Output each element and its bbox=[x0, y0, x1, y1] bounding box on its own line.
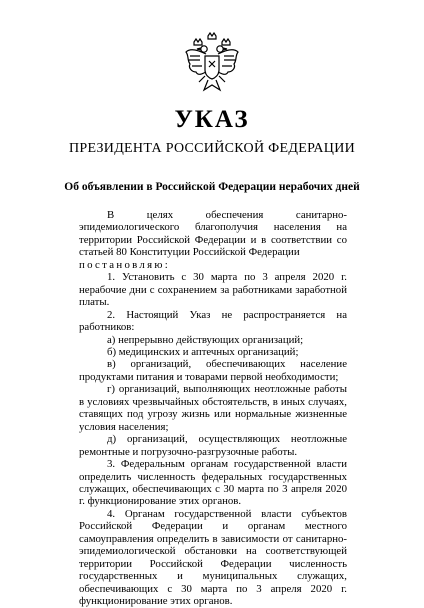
paragraph-2d: д) организаций, осуществляющих неотложные ремонтные и погрузочно-разгрузочные работы. bbox=[79, 433, 347, 458]
paragraph-2: 2. Настоящий Указ не распространяется на работников: bbox=[79, 308, 347, 334]
document-body bbox=[79, 209, 347, 608]
document-subtitle: ПРЕЗИДЕНТА РОССИЙСКОЙ ФЕДЕРАЦИИ bbox=[68, 141, 356, 156]
paragraph-4: 4. Органам государственной власти субъектов Российской Федерации и органам местного самоуправления определить в зависимости от санитарно-эпидемиологической обстановки на соответствующей территории Российской Федерации численность государственных и муниципальных служащих, обеспечивающих с 30 марта по 3 апреля 2020 г. функционирование этих органов. bbox=[79, 507, 347, 608]
coat-of-arms-icon bbox=[184, 32, 240, 96]
document-title: УКАЗ bbox=[174, 106, 250, 133]
paragraph-2v: в) организаций, обеспечивающих население продуктами питания и товарами первой необходимости; bbox=[79, 358, 347, 383]
paragraph-1: 1. Установить с 30 марта по 3 апреля 2020 г. нерабочие дни с сохранением за работниками заработной платы. bbox=[79, 271, 347, 309]
paragraph-2g: г) организаций, выполняющих неотложные работы в условиях чрезвычайных обстоятельств, в иных случаях, ставящих под угрозу жизнь или нормальные жизненные условия населения; bbox=[79, 383, 347, 433]
paragraph-2a: а) непрерывно действующих организаций; bbox=[107, 333, 304, 346]
document-heading: Об объявлении в Российской Федерации нерабочих дней bbox=[64, 181, 360, 193]
paragraph-3: 3. Федеральным органам государственной власти определить численность федеральных государственных служащих, обеспечивающих с 30 марта по 3 апреля 2020 г. функционирование этих органов. bbox=[79, 458, 347, 508]
paragraph-decree: постановляю: bbox=[79, 258, 171, 271]
paragraph-2b: б) медицинских и аптечных организаций; bbox=[107, 345, 299, 358]
paragraph-preamble: В целях обеспечения санитарно-эпидемиологического благополучия населения на территории Российской Федерации и в соответствии со статьей 80 Конституции Российской Федерации bbox=[79, 209, 347, 259]
